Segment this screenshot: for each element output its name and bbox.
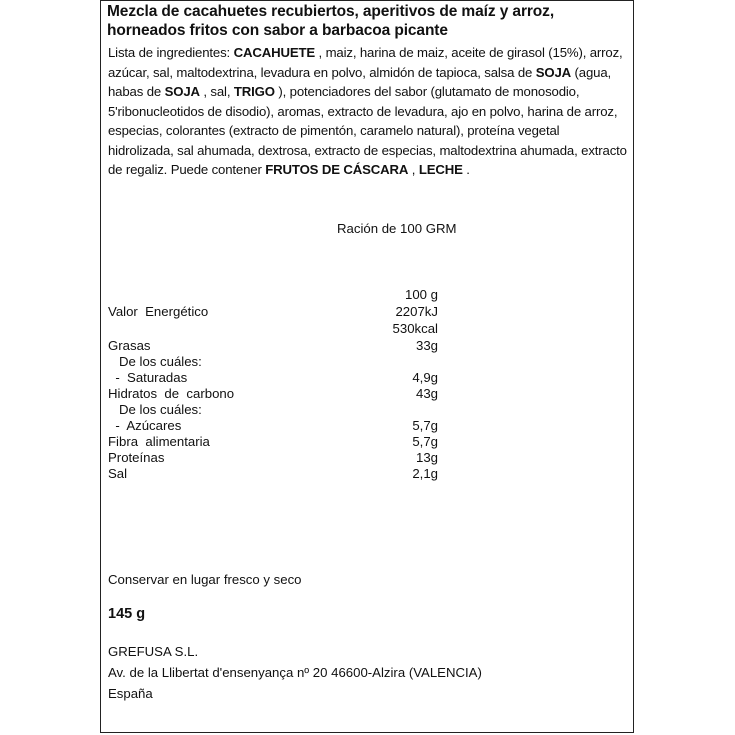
company-country: España (108, 686, 153, 701)
nutrition-row (108, 320, 438, 337)
nutrient-value: 100 g (404, 287, 438, 302)
nutrition-row (108, 433, 438, 450)
ingredients-text: , (408, 162, 419, 177)
nutrition-row (108, 401, 438, 418)
nutrient-value: 530kcal (392, 321, 438, 336)
nutrient-label: De los cuáles: (108, 402, 202, 417)
nutrient-label: Grasas (108, 338, 151, 353)
product-title-line1: Mezcla de cacahuetes recubiertos, aperitivos de maíz y arroz, (107, 3, 555, 20)
allergen-peanut: CACAHUETE (233, 45, 316, 60)
ingredients-text: . (462, 162, 470, 177)
ingredients-text: ), potenciadores del sabor (glutamato de monosodio, 5'ribonucleotidos de disodio), aromas, extracto de levadura, ajo en polvo, harina de arroz, especias, colorantes (extracto de pimentón, caramelo natural), proteína vegetal hidrolizada, sal ahumada, dextrosa, extracto de especias, maltodextrina ahumada, extracto de regaliz. Puede contener (108, 84, 627, 177)
nutrient-value: 13g (415, 450, 438, 465)
ingredients-text: (agua, habas de (108, 64, 612, 99)
nutrition-row (108, 353, 438, 370)
nutrient-label: Sal (108, 466, 128, 481)
company-info (108, 641, 482, 704)
allergen-nuts: FRUTOS DE CÁSCARA (265, 162, 409, 177)
nutrition-row (108, 369, 438, 386)
nutrient-label: Proteínas (108, 450, 165, 465)
company-address: Av. de la Llibertat d'ensenyança nº 20 46600-Alzira (VALENCIA) (108, 665, 482, 680)
nutrition-row (108, 286, 438, 303)
allergen-soy: SOJA (535, 64, 572, 80)
nutrient-label: Fibra alimentaria (108, 434, 210, 449)
portion-header: Ración de 100 GRM (337, 221, 457, 236)
nutrition-row (108, 303, 438, 320)
nutrition-row (108, 465, 438, 482)
storage-instructions: Conservar en lugar fresco y seco (108, 572, 302, 587)
ingredients-prefix: Lista de ingredientes: (108, 45, 234, 60)
nutrient-label: Valor Energético (108, 304, 209, 319)
nutrition-row (108, 449, 438, 466)
allergen-milk: LECHE (418, 162, 463, 177)
allergen-soy: SOJA (164, 84, 200, 99)
net-weight: 145 g (108, 606, 146, 622)
nutrition-row (108, 337, 438, 354)
nutrient-label: De los cuáles: (108, 354, 202, 369)
allergen-wheat: TRIGO (233, 84, 275, 99)
nutrient-label: - Azúcares (108, 418, 182, 433)
ingredients-text: , maiz, harina de maiz, aceite de girasol (15%), arroz, azúcar, sal, maltodextrina, levadura en polvo, almidón de tapioca, salsa de (108, 45, 623, 80)
product-title (107, 2, 637, 40)
ingredients-list (108, 43, 628, 180)
nutrient-value: 2,1g (412, 466, 438, 481)
nutrition-row (108, 385, 438, 402)
nutrient-label: - Saturadas (108, 370, 188, 385)
nutrient-value: 5,7g (412, 418, 438, 433)
company-name: GREFUSA S.L. (108, 644, 199, 659)
nutrient-label: Hidratos de carbono (108, 386, 235, 401)
nutrition-row (108, 417, 438, 434)
ingredients-text: , sal, (199, 84, 234, 99)
nutrient-value: 43g (415, 386, 438, 401)
nutrient-value: 5,7g (412, 434, 438, 449)
product-title-line2: horneados fritos con sabor a barbacoa picante (107, 22, 448, 39)
nutrient-value: 4,9g (412, 370, 438, 385)
nutrient-value: 33g (415, 338, 438, 353)
nutrient-value: 2207kJ (395, 304, 438, 319)
